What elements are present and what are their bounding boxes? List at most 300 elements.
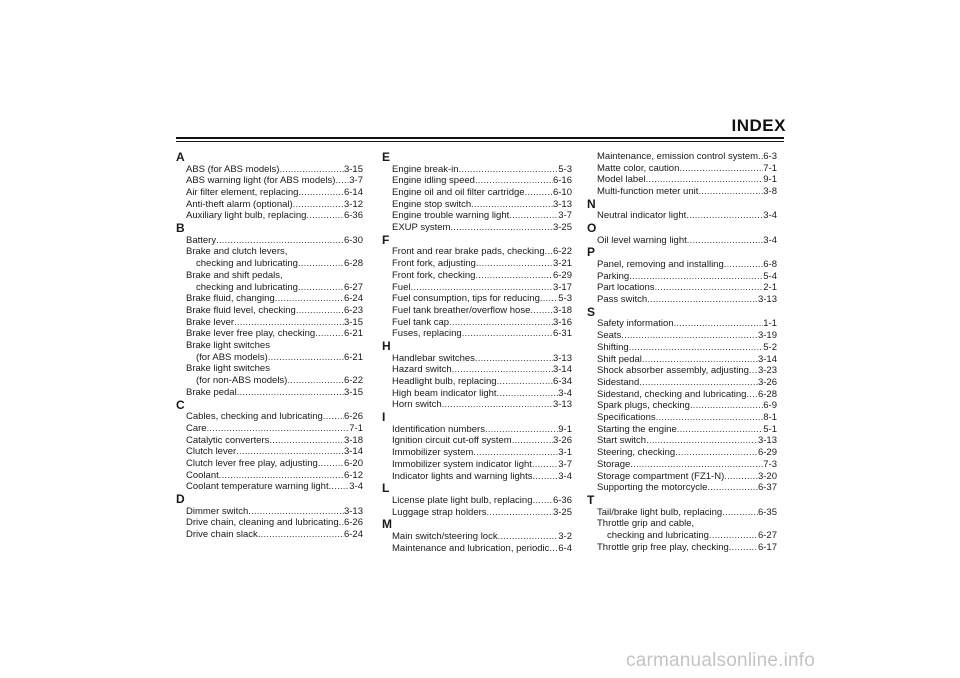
dot-leader [724,259,764,271]
index-entry [587,271,777,283]
index-entry [176,435,363,447]
index-entry-text: Sidestand, checking and lubricating [597,388,747,400]
dot-leader [450,222,553,234]
index-entry-text: Drive chain slack [186,529,258,541]
index-entry-text: ABS warning light (for ABS models) [186,175,336,187]
index-entry [587,151,777,163]
dot-leader [258,529,344,541]
index-entry-text: Fuel tank cap [392,316,450,328]
index-entry-heading: Brake light switches [186,363,270,375]
index-page-ref: 9-1 [763,174,777,186]
dot-leader [621,330,758,342]
index-page-ref: 6-21 [343,328,363,340]
index-entry [382,435,572,447]
index-column-2 [382,151,572,554]
index-entry-text: Model label [597,174,646,186]
index-page-ref: 3-4 [558,470,572,482]
index-page-ref: 6-24 [343,529,363,541]
index-entry-text: Supporting the motorcycle [597,482,708,494]
index-page-ref: 3-7 [349,175,363,187]
index-page-ref: 3-7 [558,458,572,470]
index-entry [587,377,777,389]
index-entry [587,530,777,542]
index-entry-text: Care [186,422,207,434]
dot-leader [219,470,344,482]
dot-leader [749,365,758,377]
index-page-ref: 3-15 [343,386,363,398]
index-entry-text: Identification numbers [392,423,485,435]
index-page-ref: 3-13 [552,399,572,411]
index-entry-text: Shifting [597,341,629,353]
index-page-ref: 6-36 [552,494,572,506]
index-entry-text: Anti-theft alarm (optional) [186,198,293,210]
dot-leader [530,305,553,317]
index-page-ref: 5-1 [763,423,777,435]
index-page-ref: 6-26 [343,411,363,423]
index-entry-text: Brake lever free play, checking [186,328,316,340]
index-page-ref: 5-3 [558,163,572,175]
index-entry-text: Luggage strap holders [392,506,487,518]
index-page-ref: 6-28 [757,388,777,400]
index-entry-text: Brake lever [186,316,235,328]
index-entry [587,435,777,447]
index-entry-text: Air filter element, replacing [186,187,299,198]
dot-leader [410,282,553,294]
dot-leader [655,282,764,294]
index-page-ref: 3-20 [757,470,777,482]
index-letter-heading: I [382,410,386,425]
index-entry [587,354,777,366]
dot-leader [269,435,344,447]
index-entry-text: Battery [186,234,217,246]
index-entry [176,258,363,270]
index-page-ref: 5-3 [558,293,572,305]
index-entry-text: Immobilizer system indicator light [392,458,532,470]
dot-leader [298,187,344,199]
index-entry [382,199,572,211]
index-entry-text: Shock absorber assembly, adjusting [597,365,749,377]
index-entry [176,199,363,211]
index-entry-text: Safety information [597,318,674,330]
index-entry [176,210,363,222]
index-page-ref: 6-16 [552,175,572,187]
index-entry-text: Auxiliary light bulb, replacing [186,210,307,222]
dot-leader [646,174,764,186]
dot-leader [234,317,344,329]
dot-leader [532,495,553,507]
dot-leader [698,186,763,198]
index-page-ref: 3-23 [757,365,777,377]
index-entry [176,529,363,541]
index-entry [382,328,572,340]
index-entry [382,258,572,270]
index-entry [382,222,572,234]
index-page-ref: 3-12 [343,198,363,210]
index-entry [587,210,777,222]
index-entry [382,531,572,543]
index-page-ref: 3-18 [343,434,363,446]
dot-leader [724,471,758,483]
index-entry [176,352,363,364]
index-entry [382,282,572,294]
index-page-ref: 6-30 [343,234,363,246]
index-entry-text: Clutch lever free play, adjusting [186,457,318,469]
index-entry-text: Headlight bulb, replacing [392,376,497,388]
dot-leader [545,246,553,258]
index-page-ref: 3-4 [763,234,777,246]
index-entry-text: checking and lubricating [196,258,298,270]
index-entry-text: checking and lubricating [196,281,298,293]
index-column-1 [176,151,363,541]
dot-leader [207,423,350,435]
dot-leader [498,531,559,543]
header-rule [176,137,784,139]
dot-leader [237,387,344,399]
index-entry-text: Drive chain, cleaning and lubricating [186,517,339,529]
dot-leader [315,328,344,340]
index-page-ref: 3-15 [343,163,363,175]
index-entry [382,388,572,400]
index-entry [176,506,363,518]
index-page-ref: 2-1 [763,282,777,294]
index-entry-text: Maintenance and lubrication, periodic [392,542,550,554]
index-entry [587,330,777,342]
dot-leader [540,293,558,305]
index-entry [176,293,363,305]
index-page-ref: 6-27 [343,281,363,293]
index-letter-heading: M [382,517,392,532]
index-page-ref: 3-16 [552,316,572,328]
index-entry-text: Tail/brake light bulb, replacing [597,506,723,518]
header-rule-thin [176,141,784,142]
index-entry [176,305,363,317]
index-letter-heading: H [382,339,391,354]
index-entry-text: Specifications [597,412,656,424]
index-entry-text: ABS (for ABS models) [186,163,280,175]
index-page-ref: 7-1 [763,162,777,174]
index-entry-text: Starting the engine [597,423,677,435]
dot-leader [475,270,553,282]
index-entry [382,293,572,305]
index-page-ref: 3-18 [552,304,572,316]
index-page-ref: 6-17 [757,541,777,553]
index-entry [382,459,572,471]
dot-leader [268,352,344,364]
index-page-ref: 6-24 [343,293,363,305]
index-entry-text: Engine stop switch [392,198,472,210]
index-entry-text: Horn switch [392,399,442,411]
index-entry-heading: Brake and clutch levers, [186,246,288,258]
index-entry-text: Part locations [597,282,655,294]
index-entry-text: Hazard switch [392,364,452,376]
index-entry-text: Engine trouble warning light [392,210,510,222]
index-entry-text: Maintenance, emission control system [597,151,759,162]
index-letter-heading: F [382,232,390,247]
index-page-ref: 6-29 [757,447,777,459]
index-entry [382,399,572,411]
dot-leader [674,318,764,330]
index-entry-text: Seats [597,330,622,342]
page-title: INDEX [731,116,786,135]
index-page-ref: 6-29 [552,269,572,281]
index-entry [176,164,363,176]
index-page-ref: 3-8 [763,186,777,198]
index-entry-text: Catalytic converters [186,434,270,446]
index-page-ref: 3-4 [349,481,363,493]
dot-leader [475,175,553,187]
index-entry [382,164,572,176]
index-entry-text: Fuses, replacing [392,328,462,340]
index-entry-text: Cables, checking and lubricating [186,411,323,423]
index-entry [382,507,572,519]
index-page-ref: 3-17 [552,281,572,293]
dot-leader [298,258,344,270]
index-entry [176,175,363,187]
index-entry [382,495,572,507]
dot-leader [475,353,553,365]
index-page-ref: 6-20 [343,457,363,469]
index-entry [587,282,777,294]
index-page-ref: 3-13 [757,435,777,447]
index-page-ref: 5-4 [763,270,777,282]
index-entry [176,481,363,493]
index-entry-text: Indicator lights and warning lights [392,470,533,482]
index-entry-text: Steering, checking [597,447,676,459]
index-page-ref: 6-14 [343,187,363,198]
index-page-ref: 6-34 [552,376,572,388]
dot-leader [647,294,758,306]
index-entry-text: Parking [597,270,630,282]
index-column-3 [587,151,777,553]
index-entry [176,282,363,294]
index-page-ref: 3-13 [343,505,363,517]
index-entry [587,471,777,483]
index-entry [382,376,572,388]
index-entry [176,328,363,340]
dot-leader [275,293,344,305]
index-entry [382,270,572,282]
index-page-ref: 6-36 [343,210,363,222]
dot-leader [729,542,758,554]
index-page-ref: 3-4 [558,387,572,399]
index-entry [382,187,572,199]
index-entry-text: High beam indicator light [392,387,497,399]
index-letter-heading: S [587,304,596,319]
dot-leader [293,199,344,211]
index-entry [382,305,572,317]
index-page-ref: 3-7 [558,210,572,222]
index-entry-text: Coolant [186,469,219,481]
index-page-ref: 3-1 [558,447,572,459]
index-entry-text: Panel, removing and installing [597,259,724,270]
index-letter-heading: T [587,492,595,507]
dot-leader [306,210,344,222]
index-page-ref: 3-13 [552,198,572,210]
dot-leader [639,377,758,389]
index-entry-text: Multi-function meter unit [597,186,699,198]
index-entry [587,412,777,424]
index-entry-text: Spark plugs, checking [597,400,690,412]
dot-leader [690,400,763,412]
index-entry [587,342,777,354]
index-entry-text: Clutch lever [186,446,237,458]
index-page-ref: 3-26 [757,376,777,388]
index-entry [176,235,363,247]
index-entry-text: Immobilizer system [392,447,474,459]
index-page-ref: 6-35 [757,506,777,518]
index-entry-text: Fuel tank breather/overflow hose [392,304,531,316]
index-entry-text: Sidestand [597,376,640,388]
index-page-ref: 3-25 [552,506,572,518]
index-entry [176,387,363,399]
index-page-ref: 7-3 [763,458,777,470]
index-entry [382,424,572,436]
index-page-ref: 6-22 [552,246,572,258]
index-entry-text: Dimmer switch [186,505,249,517]
dot-leader [497,376,553,388]
dot-leader [532,471,558,483]
dot-leader [335,175,349,187]
index-entry [176,317,363,329]
index-entry [587,235,777,247]
index-entry [382,543,572,555]
index-letter-heading: L [382,481,390,496]
index-entry-text: Front and rear brake pads, checking [392,246,545,258]
index-entry-text: Engine idling speed [392,175,475,187]
dot-leader [497,388,559,400]
index-page-ref: 8-1 [763,412,777,424]
dot-leader [722,507,758,519]
index-entry-text: Coolant temperature warning light [186,481,329,493]
index-page-ref: 3-15 [343,316,363,328]
dot-leader [487,507,553,519]
index-entry [587,424,777,436]
index-entry [587,163,777,175]
index-entry [587,389,777,401]
index-page-ref: 3-14 [343,446,363,458]
dot-leader [323,411,344,423]
watermark: carmanualsonline.info [626,650,816,671]
index-entry [587,459,777,471]
dot-leader [630,459,763,471]
index-entry [176,446,363,458]
index-entry [587,542,777,554]
index-page-ref: 3-14 [757,353,777,365]
index-entry-text: Engine break-in [392,163,459,175]
index-entry [587,365,777,377]
index-letter-heading: O [587,221,597,236]
dot-leader [329,481,350,493]
index-page-ref: 7-1 [349,422,363,434]
dot-leader [236,446,344,458]
index-entry [587,400,777,412]
index-letter-heading: P [587,245,596,260]
index-entry-heading: Throttle grip and cable, [597,518,695,530]
index-entry [382,471,572,483]
index-entry [587,318,777,330]
index-entry [382,175,572,187]
index-page-ref: 3-21 [552,258,572,270]
dot-leader [709,530,758,542]
index-entry-text: Storage [597,458,631,470]
index-entry [587,186,777,198]
index-letter-heading: A [176,150,185,164]
dot-leader [449,317,553,329]
index-page-ref: 6-8 [763,259,777,270]
index-page-ref: 3-4 [763,210,777,222]
index-page-ref: 6-27 [757,529,777,541]
index-entry [176,517,363,529]
index-page-ref: 9-1 [558,423,572,435]
index-entry-text: Brake pedal [186,386,237,398]
index-entry [587,259,777,271]
index-entry-text: Ignition circuit cut-off system [392,435,512,447]
index-entry [382,447,572,459]
index-entry-text: Front fork, checking [392,269,476,281]
index-page-ref: 3-14 [552,364,572,376]
index-letter-heading: B [176,221,185,236]
dot-leader [279,164,344,176]
index-entry [587,447,777,459]
index-entry [587,294,777,306]
index-entry-text: Fuel consumption, tips for reducing [392,293,540,305]
index-entry [587,507,777,519]
index-entry-text: Engine oil and oil filter cartridge [392,187,525,198]
index-page-ref: 6-9 [763,400,777,412]
index-entry-text: Front fork, adjusting [392,258,476,270]
dot-leader [746,389,758,401]
index-entry-text: Neutral indicator light [597,210,687,222]
dot-leader [679,163,763,175]
index-page-ref: 6-22 [343,375,363,387]
index-page-ref: 3-26 [552,435,572,447]
dot-leader [509,210,558,222]
index-entry [176,187,363,199]
index-entry [176,470,363,482]
index-entry [382,364,572,376]
index-entry [382,317,572,329]
dot-leader [656,412,764,424]
index-letter-heading: N [587,196,596,211]
index-entry-text: Brake fluid level, checking [186,304,296,316]
dot-leader [687,235,764,247]
index-page-ref: 6-31 [552,328,572,340]
dot-leader [525,187,553,199]
index-entry-text: Matte color, caution [597,162,680,174]
index-entry [382,246,572,258]
index-letter-heading: C [176,397,185,412]
index-entry-text: Main switch/steering lock [392,530,498,542]
index-entry [176,423,363,435]
index-entry [176,458,363,470]
index-entry-text: Shift pedal [597,353,642,365]
index-page-ref: 6-21 [343,351,363,363]
index-entry [176,411,363,423]
index-entry-heading: Brake light switches [186,340,270,352]
index-entry [382,210,572,222]
index-page-ref: 6-3 [763,151,777,162]
dot-leader [642,354,758,366]
index-entry-text: Throttle grip free play, checking [597,541,729,553]
index-page-ref: 1-1 [763,318,777,330]
dot-leader [298,282,344,294]
dot-leader [452,364,553,376]
index-entry-text: Brake fluid, changing [186,293,275,305]
index-page-ref: 6-37 [757,482,777,494]
dot-leader [512,435,553,447]
dot-leader [549,543,558,555]
index-entry-text: License plate light bulb, replacing [392,494,533,506]
